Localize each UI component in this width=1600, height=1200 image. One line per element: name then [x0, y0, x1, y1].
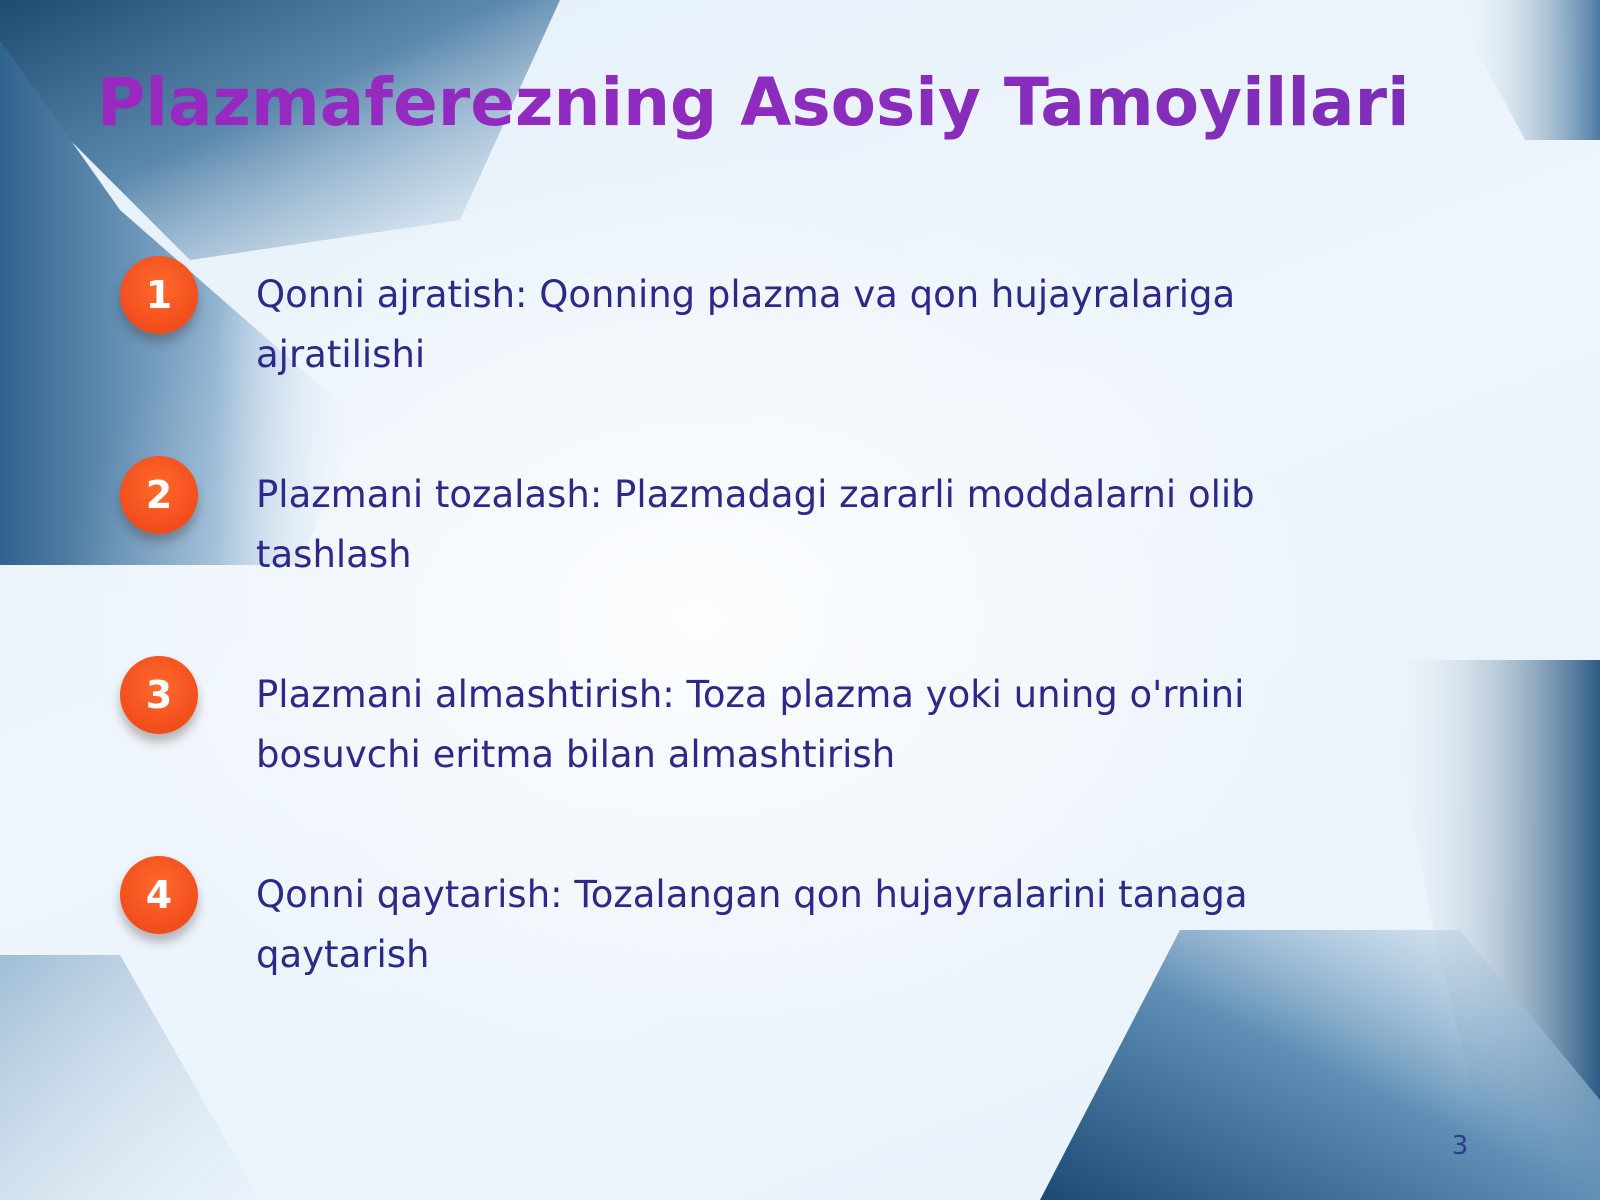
- step-number-badge: 4: [120, 856, 198, 934]
- list-item: [0, 256, 1600, 416]
- list-item: [0, 456, 1600, 616]
- step-text: Plazmani tozalash: Plazmadagi zararli moddalarni olib tashlash: [256, 473, 1255, 576]
- step-number-badge: 2: [120, 456, 198, 534]
- step-text: Plazmani almashtirish: Toza plazma yoki uning o'rnini bosuvchi eritma bilan almashtirish: [256, 673, 1245, 776]
- page-number: 3: [1451, 1131, 1469, 1161]
- list-item: [0, 856, 1600, 1016]
- step-text: Qonni qaytarish: Tozalangan qon hujayralarini tanaga qaytarish: [256, 873, 1248, 976]
- step-number-badge: 1: [120, 256, 198, 334]
- step-text: Qonni ajratish: Qonning plazma va qon hujayralariga ajratilishi: [256, 273, 1236, 376]
- list-item: [0, 656, 1600, 816]
- slide-title: Plazmaferezning Asosiy Tamoyillari: [97, 58, 1517, 148]
- step-number-badge: 3: [120, 656, 198, 734]
